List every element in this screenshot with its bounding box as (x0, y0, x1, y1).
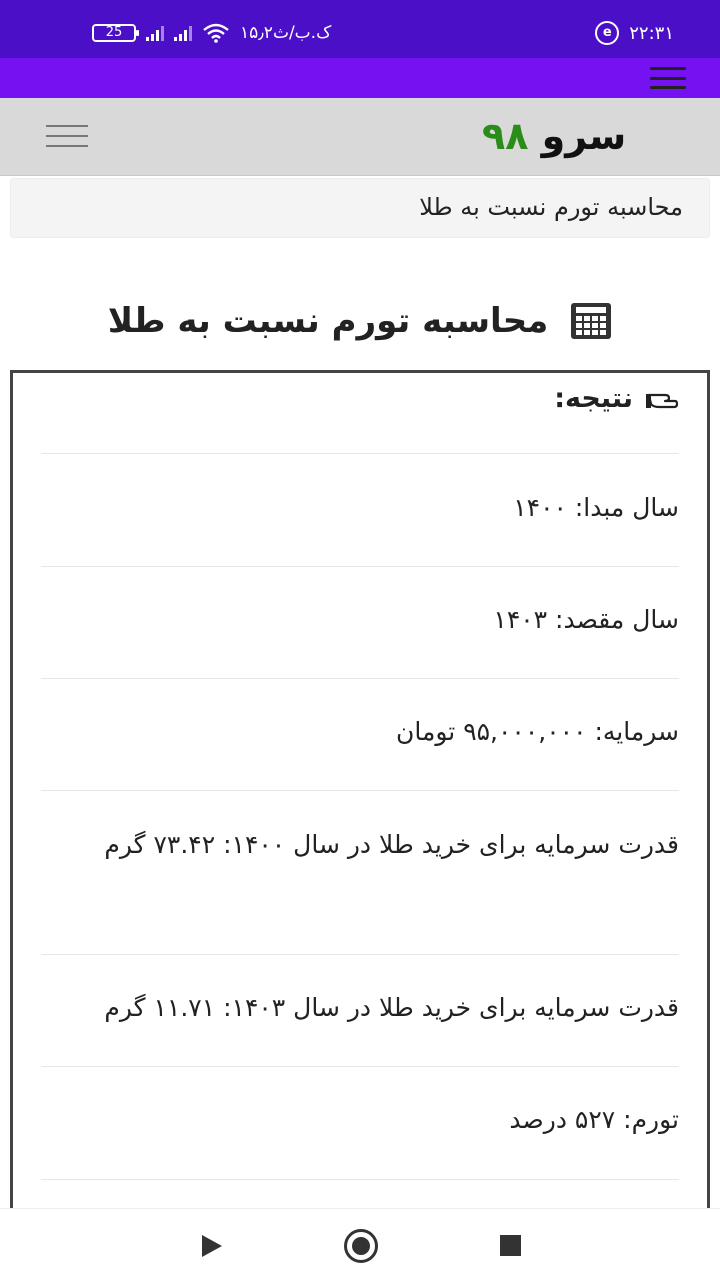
divider (41, 790, 679, 791)
status-bar (0, 0, 720, 58)
divider (41, 453, 679, 454)
result-heading (554, 383, 679, 414)
logo-number: ۹۸ (482, 114, 529, 158)
signal-icon-2 (174, 25, 192, 41)
hand-point-icon (645, 385, 679, 413)
app-bar (0, 58, 720, 98)
home-icon[interactable] (344, 1229, 378, 1263)
signal-icon (146, 25, 164, 41)
result-row-capital: سرمایه: ۹۵,۰۰۰,۰۰۰ تومان (396, 717, 679, 746)
result-panel (10, 370, 710, 1230)
calculator-icon (570, 302, 612, 340)
back-icon[interactable] (202, 1235, 222, 1257)
divider (41, 678, 679, 679)
result-row-target-year: سال مقصد: ۱۴۰۳ (493, 605, 679, 634)
network-speed: ۱۵٫۲ک.ب/ث (240, 23, 332, 43)
site-header (0, 98, 720, 176)
site-logo[interactable] (482, 114, 626, 158)
result-row-start-year: سال مبدا: ۱۴۰۰ (513, 493, 679, 522)
result-row-gold-power-target: قدرت سرمایه برای خرید طلا در سال ۱۴۰۳: ۱۱.۷۱ گرم (104, 993, 679, 1022)
status-left (92, 20, 331, 46)
result-row-gold-power-start: قدرت سرمایه برای خرید طلا در سال ۱۴۰۰: ۷۳.۴۲ گرم (104, 830, 679, 859)
hamburger-menu-icon[interactable] (650, 67, 686, 89)
wifi-icon (202, 23, 230, 43)
divider (41, 566, 679, 567)
battery-indicator: 25 (92, 24, 136, 42)
app-notification-icon: e (595, 21, 619, 45)
recent-apps-icon[interactable] (500, 1235, 521, 1256)
divider (41, 1179, 679, 1180)
breadcrumb[interactable]: محاسبه تورم نسبت به طلا (10, 178, 710, 238)
clock: ۲۲:۳۱ (629, 22, 674, 44)
result-heading-label: نتیجه: (554, 383, 633, 414)
divider (41, 954, 679, 955)
page-title: محاسبه تورم نسبت به طلا (107, 301, 549, 341)
result-row-inflation: تورم: ۵۲۷ درصد (509, 1105, 679, 1134)
page-title-row (0, 296, 720, 346)
logo-word: سرو (541, 114, 627, 158)
divider (41, 1066, 679, 1067)
status-right (595, 20, 674, 46)
system-nav-bar (0, 1208, 720, 1280)
site-menu-icon[interactable] (46, 125, 88, 147)
